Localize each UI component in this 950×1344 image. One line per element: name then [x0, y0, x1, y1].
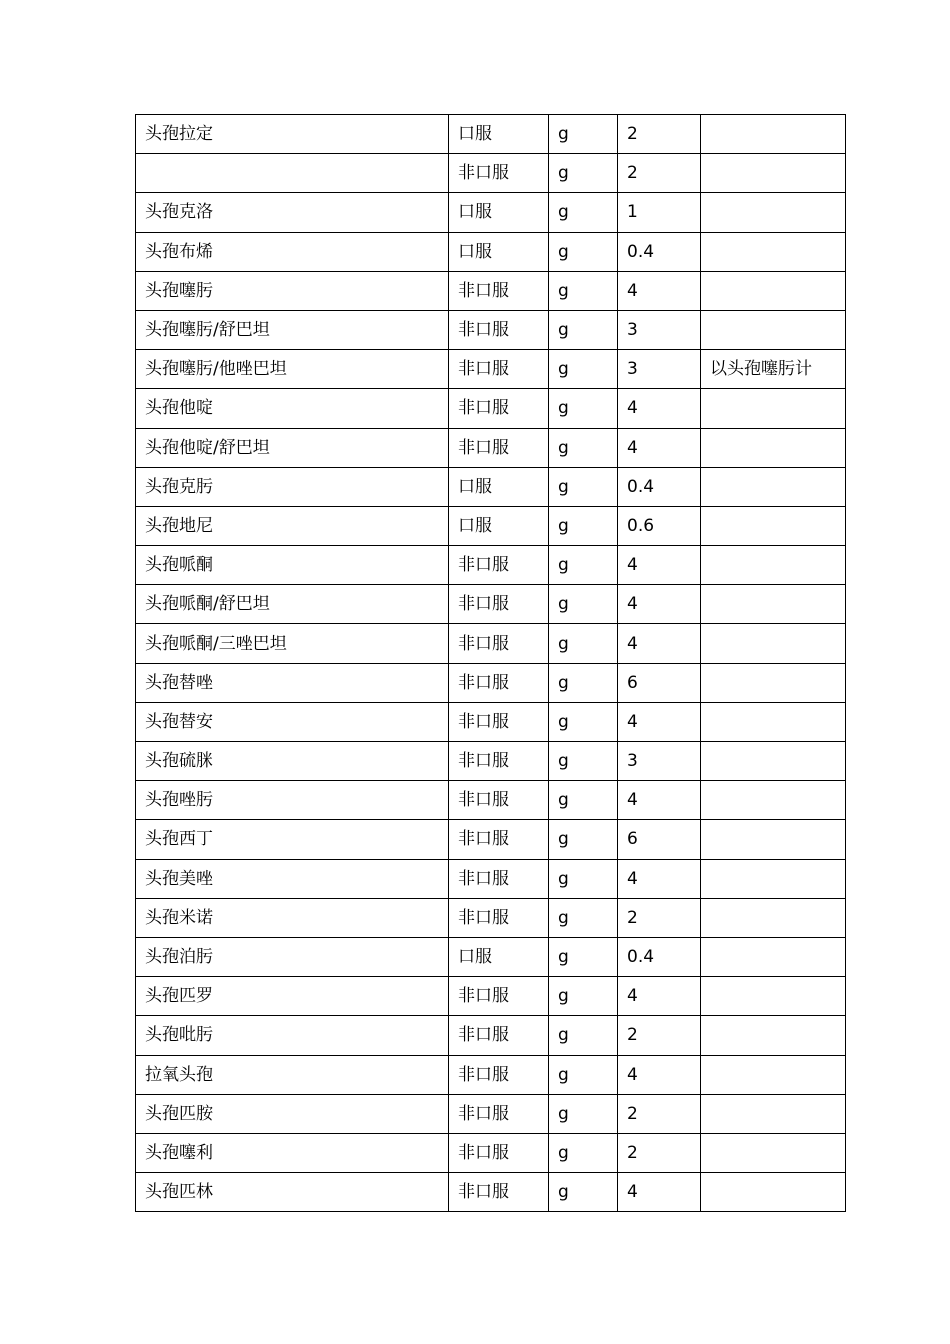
route-cell: 口服 — [449, 115, 549, 154]
unit-cell: g — [549, 781, 618, 820]
note-cell — [701, 820, 846, 859]
unit-cell: g — [549, 820, 618, 859]
ddd-value-cell: 2 — [618, 1133, 701, 1172]
drug-name-cell: 头孢西丁 — [136, 820, 449, 859]
route-cell: 非口服 — [449, 702, 549, 741]
ddd-value-cell: 6 — [618, 820, 701, 859]
table-row — [136, 193, 846, 232]
table-row — [136, 467, 846, 506]
unit-cell: g — [549, 977, 618, 1016]
unit-cell: g — [549, 702, 618, 741]
table-row — [136, 1173, 846, 1212]
ddd-value-cell: 4 — [618, 702, 701, 741]
drug-name-cell: 头孢硫脒 — [136, 742, 449, 781]
note-cell — [701, 977, 846, 1016]
table-row — [136, 506, 846, 545]
unit-cell: g — [549, 467, 618, 506]
note-cell — [701, 781, 846, 820]
route-cell: 非口服 — [449, 859, 549, 898]
ddd-value-cell: 4 — [618, 389, 701, 428]
table-row — [136, 702, 846, 741]
drug-name-cell: 头孢噻肟 — [136, 271, 449, 310]
route-cell: 非口服 — [449, 350, 549, 389]
route-cell: 口服 — [449, 467, 549, 506]
note-cell — [701, 271, 846, 310]
table-row — [136, 310, 846, 349]
route-cell: 非口服 — [449, 546, 549, 585]
unit-cell: g — [549, 506, 618, 545]
unit-cell: g — [549, 1016, 618, 1055]
table-row — [136, 1055, 846, 1094]
ddd-value-cell: 0.4 — [618, 937, 701, 976]
route-cell: 非口服 — [449, 663, 549, 702]
note-cell — [701, 193, 846, 232]
table-row — [136, 937, 846, 976]
note-cell — [701, 898, 846, 937]
route-cell: 非口服 — [449, 1133, 549, 1172]
route-cell: 非口服 — [449, 271, 549, 310]
ddd-value-cell: 2 — [618, 115, 701, 154]
route-cell: 口服 — [449, 232, 549, 271]
unit-cell: g — [549, 546, 618, 585]
ddd-value-cell: 4 — [618, 428, 701, 467]
note-cell — [701, 585, 846, 624]
ddd-value-cell: 4 — [618, 1173, 701, 1212]
table-row — [136, 1016, 846, 1055]
ddd-value-cell: 4 — [618, 546, 701, 585]
route-cell: 口服 — [449, 506, 549, 545]
table-row — [136, 389, 846, 428]
drug-name-cell: 头孢替唑 — [136, 663, 449, 702]
route-cell: 口服 — [449, 937, 549, 976]
note-cell — [701, 663, 846, 702]
ddd-value-cell: 0.6 — [618, 506, 701, 545]
unit-cell: g — [549, 271, 618, 310]
drug-name-cell: 头孢唑肟 — [136, 781, 449, 820]
note-cell — [701, 428, 846, 467]
ddd-value-cell: 2 — [618, 898, 701, 937]
note-cell — [701, 506, 846, 545]
route-cell: 非口服 — [449, 585, 549, 624]
table-row — [136, 271, 846, 310]
note-cell — [701, 624, 846, 663]
drug-name-cell: 头孢美唑 — [136, 859, 449, 898]
table-row — [136, 232, 846, 271]
unit-cell: g — [549, 663, 618, 702]
drug-name-cell: 头孢哌酮 — [136, 546, 449, 585]
unit-cell: g — [549, 193, 618, 232]
note-cell — [701, 154, 846, 193]
note-cell — [701, 1055, 846, 1094]
drug-name-cell: 头孢米诺 — [136, 898, 449, 937]
note-cell — [701, 232, 846, 271]
note-cell — [701, 1173, 846, 1212]
ddd-table — [135, 114, 846, 1212]
drug-name-cell: 头孢替安 — [136, 702, 449, 741]
note-cell — [701, 1094, 846, 1133]
unit-cell: g — [549, 310, 618, 349]
ddd-value-cell: 6 — [618, 663, 701, 702]
table-row — [136, 898, 846, 937]
ddd-value-cell: 2 — [618, 1016, 701, 1055]
route-cell: 非口服 — [449, 1055, 549, 1094]
ddd-value-cell: 4 — [618, 977, 701, 1016]
route-cell: 非口服 — [449, 1173, 549, 1212]
drug-name-cell: 头孢噻肟/舒巴坦 — [136, 310, 449, 349]
unit-cell: g — [549, 1133, 618, 1172]
unit-cell: g — [549, 115, 618, 154]
route-cell: 非口服 — [449, 781, 549, 820]
table-row — [136, 663, 846, 702]
table-row — [136, 977, 846, 1016]
unit-cell: g — [549, 585, 618, 624]
note-cell — [701, 546, 846, 585]
unit-cell: g — [549, 154, 618, 193]
drug-name-cell: 头孢他啶 — [136, 389, 449, 428]
drug-name-cell: 头孢地尼 — [136, 506, 449, 545]
note-cell — [701, 937, 846, 976]
table-row — [136, 585, 846, 624]
unit-cell: g — [549, 428, 618, 467]
drug-name-cell: 头孢匹罗 — [136, 977, 449, 1016]
drug-name-cell: 头孢噻利 — [136, 1133, 449, 1172]
table-row — [136, 154, 846, 193]
unit-cell: g — [549, 232, 618, 271]
route-cell: 非口服 — [449, 742, 549, 781]
ddd-value-cell: 4 — [618, 1055, 701, 1094]
drug-name-cell: 头孢拉定 — [136, 115, 449, 154]
unit-cell: g — [549, 859, 618, 898]
ddd-value-cell: 3 — [618, 742, 701, 781]
table-row — [136, 546, 846, 585]
route-cell: 非口服 — [449, 1016, 549, 1055]
ddd-value-cell: 4 — [618, 781, 701, 820]
unit-cell: g — [549, 898, 618, 937]
note-cell — [701, 859, 846, 898]
table-row — [136, 350, 846, 389]
drug-name-cell: 头孢噻肟/他唑巴坦 — [136, 350, 449, 389]
ddd-value-cell: 4 — [618, 585, 701, 624]
ddd-value-cell: 2 — [618, 1094, 701, 1133]
ddd-value-cell: 4 — [618, 624, 701, 663]
drug-name-cell: 头孢匹胺 — [136, 1094, 449, 1133]
route-cell: 口服 — [449, 193, 549, 232]
table-row — [136, 1133, 846, 1172]
unit-cell: g — [549, 1094, 618, 1133]
drug-name-cell: 拉氧头孢 — [136, 1055, 449, 1094]
ddd-value-cell: 3 — [618, 350, 701, 389]
route-cell: 非口服 — [449, 820, 549, 859]
drug-name-cell: 头孢泊肟 — [136, 937, 449, 976]
unit-cell: g — [549, 937, 618, 976]
drug-name-cell: 头孢吡肟 — [136, 1016, 449, 1055]
route-cell: 非口服 — [449, 898, 549, 937]
ddd-value-cell: 0.4 — [618, 232, 701, 271]
note-cell — [701, 1016, 846, 1055]
drug-name-cell: 头孢匹林 — [136, 1173, 449, 1212]
route-cell: 非口服 — [449, 1094, 549, 1133]
unit-cell: g — [549, 742, 618, 781]
route-cell: 非口服 — [449, 389, 549, 428]
drug-name-cell: 头孢克洛 — [136, 193, 449, 232]
note-cell: 以头孢噻肟计 — [701, 350, 846, 389]
drug-name-cell: 头孢克肟 — [136, 467, 449, 506]
table-row — [136, 742, 846, 781]
ddd-value-cell: 4 — [618, 271, 701, 310]
note-cell — [701, 742, 846, 781]
table-row — [136, 115, 846, 154]
note-cell — [701, 702, 846, 741]
route-cell: 非口服 — [449, 977, 549, 1016]
drug-name-cell: 头孢哌酮/三唑巴坦 — [136, 624, 449, 663]
ddd-value-cell: 1 — [618, 193, 701, 232]
table-row — [136, 859, 846, 898]
table-row — [136, 781, 846, 820]
ddd-value-cell: 2 — [618, 154, 701, 193]
route-cell: 非口服 — [449, 310, 549, 349]
unit-cell: g — [549, 1055, 618, 1094]
note-cell — [701, 310, 846, 349]
unit-cell: g — [549, 350, 618, 389]
note-cell — [701, 115, 846, 154]
note-cell — [701, 389, 846, 428]
drug-name-cell: 头孢他啶/舒巴坦 — [136, 428, 449, 467]
drug-name-cell: 头孢布烯 — [136, 232, 449, 271]
ddd-value-cell: 4 — [618, 859, 701, 898]
table-row — [136, 820, 846, 859]
table-row — [136, 428, 846, 467]
ddd-table-body — [136, 115, 846, 1212]
ddd-value-cell: 3 — [618, 310, 701, 349]
route-cell: 非口服 — [449, 154, 549, 193]
drug-name-cell: 头孢哌酮/舒巴坦 — [136, 585, 449, 624]
unit-cell: g — [549, 389, 618, 428]
drug-name-cell — [136, 154, 449, 193]
unit-cell: g — [549, 624, 618, 663]
table-row — [136, 1094, 846, 1133]
note-cell — [701, 1133, 846, 1172]
route-cell: 非口服 — [449, 624, 549, 663]
note-cell — [701, 467, 846, 506]
route-cell: 非口服 — [449, 428, 549, 467]
table-row — [136, 624, 846, 663]
unit-cell: g — [549, 1173, 618, 1212]
ddd-value-cell: 0.4 — [618, 467, 701, 506]
